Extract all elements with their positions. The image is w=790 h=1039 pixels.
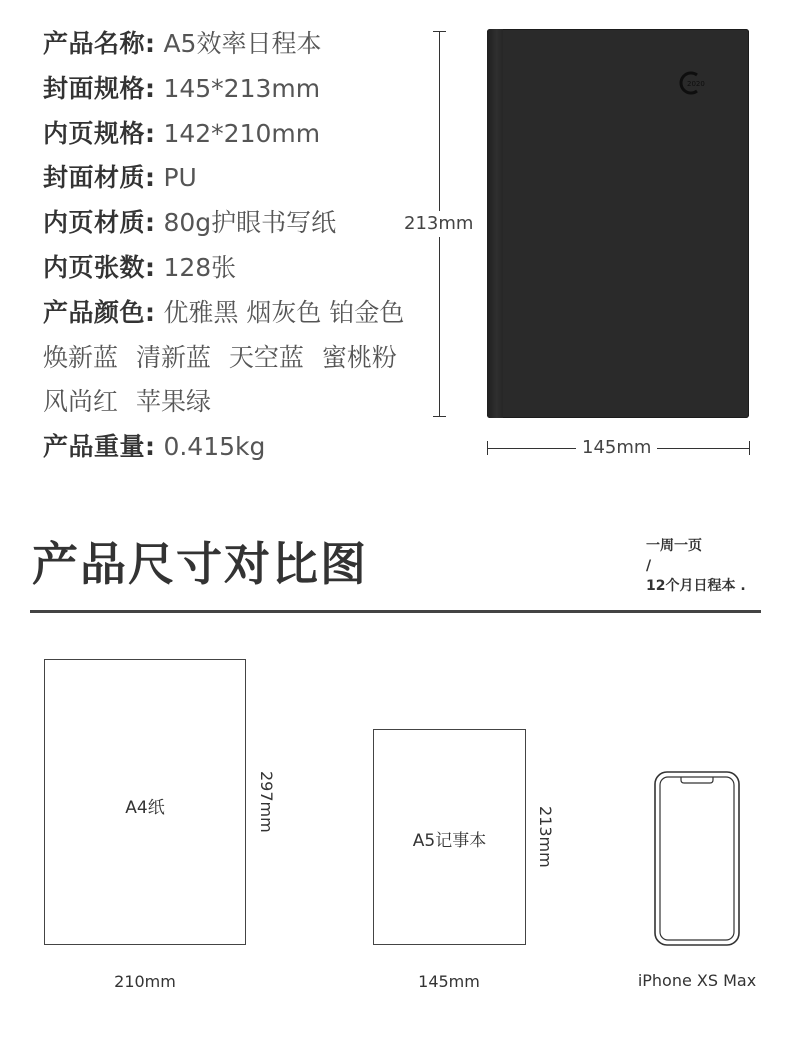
spec-value: 优雅黑 烟灰色 铂金色 <box>163 297 405 327</box>
spec-row-inner-material <box>43 201 433 246</box>
spec-label: 产品名称: <box>43 29 156 58</box>
spec-row-colors-continued <box>43 336 433 381</box>
section-title: 产品尺寸对比图 <box>32 537 368 591</box>
note-line: 一周一页 <box>646 538 702 554</box>
a4-paper-label: A4纸 <box>125 798 165 818</box>
spec-value: 风尚红 苹果绿 <box>43 387 211 417</box>
brand-logo-icon <box>677 69 705 97</box>
iphone-outline-icon <box>654 771 740 946</box>
spec-label: 内页张数: <box>43 252 156 282</box>
spec-label: 产品重量: <box>43 432 156 462</box>
spec-value: 128张 <box>163 252 237 282</box>
spec-list <box>43 22 433 470</box>
spec-value: PU <box>163 163 197 193</box>
spec-label: 内页材质: <box>43 208 156 238</box>
spec-row-colors-continued <box>43 380 433 425</box>
a4-width-label: 210mm <box>114 972 176 991</box>
spec-row-weight <box>43 425 433 470</box>
a4-height-label: 297mm <box>257 771 276 833</box>
a5-notebook-label: A5记事本 <box>412 831 487 851</box>
width-dimension-label: 145mm <box>576 437 657 459</box>
spec-value: 焕新蓝 清新蓝 天空蓝 蜜桃粉 <box>43 342 397 372</box>
spec-row-inner-size <box>43 112 433 157</box>
spec-row-page-count <box>43 246 433 291</box>
note-line: 12个月日程本 . <box>646 578 746 594</box>
spec-row-cover-size <box>43 67 433 112</box>
height-dimension-cap <box>433 31 446 32</box>
spec-label: 产品颜色: <box>43 297 156 327</box>
notebook-spine <box>487 29 503 418</box>
spec-row-name <box>43 22 433 67</box>
section-divider <box>30 610 761 613</box>
brand-logo-text: 2020 <box>687 80 705 88</box>
a5-width-label: 145mm <box>418 972 480 991</box>
spec-label: 内页规格: <box>43 118 156 148</box>
spec-row-cover-material <box>43 156 433 201</box>
spec-value: 80g护眼书写纸 <box>163 208 337 238</box>
height-dimension-label: 213mm <box>404 211 473 237</box>
a5-height-label: 213mm <box>536 806 555 868</box>
spec-value: 145*213mm <box>163 73 321 103</box>
spec-value: A5效率日程本 <box>163 29 322 58</box>
spec-value: 0.415kg <box>163 432 266 462</box>
spec-row-colors <box>43 291 433 336</box>
note-line: / <box>646 558 652 574</box>
section-note <box>646 536 746 596</box>
spec-label: 封面材质: <box>43 163 156 193</box>
spec-label: 封面规格: <box>43 73 156 103</box>
a4-paper-outline <box>44 659 246 945</box>
height-dimension-cap <box>433 416 446 417</box>
width-dimension-cap <box>749 441 750 455</box>
iphone-label: iPhone XS Max <box>637 971 757 990</box>
a5-notebook-outline <box>373 729 526 945</box>
notebook-cover <box>487 29 749 418</box>
spec-value: 142*210mm <box>163 118 321 148</box>
width-dimension-cap <box>487 441 488 455</box>
